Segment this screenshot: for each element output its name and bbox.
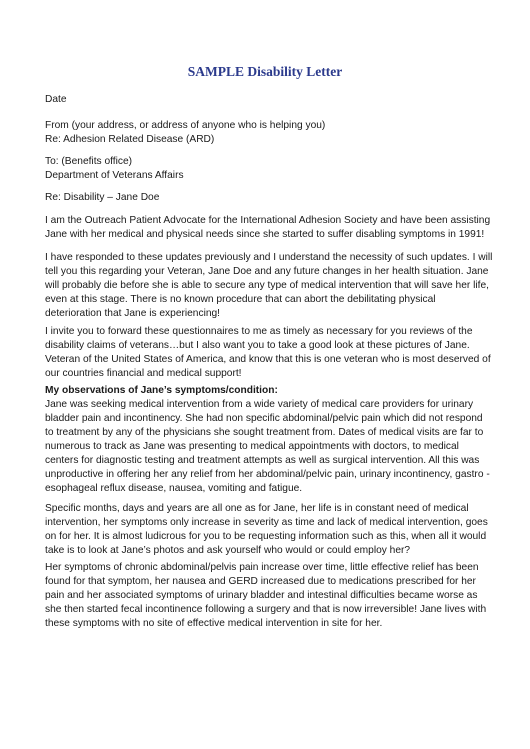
paragraph-line: Veteran of the United States of America, and know that this is one veteran who is most deserved of — [45, 354, 491, 365]
from-line: From (your address, or address of anyone who is helping you) — [45, 120, 326, 131]
paragraph-line: even at this stage. There is no known procedure that can abort the debilitating physical — [45, 294, 436, 305]
paragraph-line: intervention, her symptoms only increase in severity as time and lack of medical intervention, goes — [45, 517, 488, 528]
re-ard-line: Re: Adhesion Related Disease (ARD) — [45, 134, 215, 145]
to-line: To: (Benefits office) — [45, 156, 133, 167]
paragraph-5 — [45, 502, 490, 558]
paragraph-line: these symptoms with no site of effective medical intervention in site for her. — [45, 618, 383, 629]
paragraph-line: on for her. It is almost ludicrous for you to be requesting information such as this, when all it would — [45, 531, 487, 542]
paragraph-line: disability claims of veterans…but I also want you to take a good look at these pictures of Jane. — [45, 340, 470, 351]
observations-section — [45, 384, 490, 496]
paragraph-line: our countries financial and medical support! — [45, 368, 242, 379]
paragraph-line: deterioration that Jane is experiencing! — [45, 308, 220, 319]
date-text: Date — [45, 94, 67, 105]
paragraph-line: Specific months, days and years are all one as for Jane, her life is in constant need of medical — [45, 503, 469, 514]
paragraph-6 — [45, 561, 490, 631]
paragraph-2 — [45, 251, 493, 321]
paragraph-line: numerous to track as Jane was presenting to medical appointments with doctors, to medical — [45, 441, 459, 452]
from-block — [45, 119, 490, 147]
paragraph-line: centers for diagnostic testing and treatment attempts as well as surgical intervention. All this was — [45, 455, 480, 466]
date-line — [45, 93, 490, 107]
paragraph-line: will probably die before she is able to secure any type of medical intervention that will save her life, — [45, 280, 489, 291]
paragraph-line: Her symptoms of chronic abdominal/pelvis pain increase over time, little effective relief has been — [45, 562, 479, 573]
paragraph-line: I have responded to these updates previously and I understand the necessity of such updates. I will — [45, 252, 493, 263]
paragraph-line: I am the Outreach Patient Advocate for the International Adhesion Society and have been assisting — [45, 215, 491, 226]
paragraph-line: esophageal reflux disease, nausea, vomiting and fatigue. — [45, 483, 303, 494]
paragraph-line: tell you this regarding your Veteran, Jane Doe and any future changes in her health situation. Jane — [45, 266, 489, 277]
paragraph-line: take is to look at Jane’s photos and ask yourself who would or could employ her? — [45, 545, 411, 556]
paragraph-line: pain and her associated symptoms of urinary bladder and intestinal difficulties became worse as — [45, 590, 478, 601]
paragraph-line: to treatment by any of the physicians she sought treatment from. Dates of medical visits are far to — [45, 427, 484, 438]
to-block — [45, 155, 490, 183]
paragraph-line: unproductive in offering her any relief from her abdominal/pelvic pain, urinary incontinency, gastro - — [45, 469, 490, 480]
paragraph-line: found for that symptom, her nausea and GERD increased due to medications prescribed for her — [45, 576, 476, 587]
observations-heading: My observations of Jane’s symptoms/condition: — [45, 385, 278, 396]
re-disability-block — [45, 191, 490, 205]
paragraph-line: bladder pain and incontinency. She had non specific abdominal/pelvic pain which did not respond — [45, 413, 483, 424]
paragraph-1 — [45, 214, 490, 242]
dept-line: Department of Veterans Affairs — [45, 170, 184, 181]
re-disability-line: Re: Disability – Jane Doe — [45, 192, 160, 203]
paragraph-line: I invite you to forward these questionnaires to me as timely as necessary for you reviews of the — [45, 326, 473, 337]
page-title: SAMPLE Disability Letter — [187, 64, 343, 79]
paragraph-3 — [45, 325, 490, 381]
paragraph-line: Jane with her medical and physical needs since she started to suffer disabling symptoms in 1991! — [45, 229, 485, 240]
paragraph-line: Jane was seeking medical intervention from a wide variety of medical care providers for urinary — [45, 399, 474, 410]
paragraph-line: she then started fecal incontinence following a surgery and that is now irreversible! Jane lives with — [45, 604, 487, 615]
